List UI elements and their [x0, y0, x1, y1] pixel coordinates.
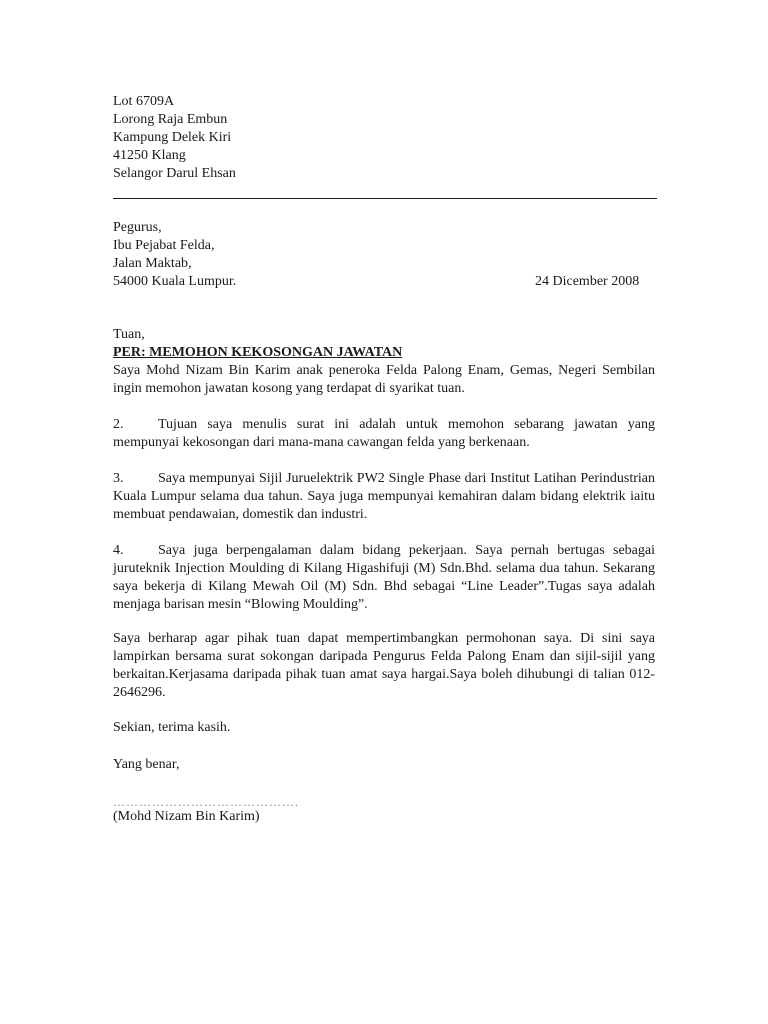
recipient-address-line: Ibu Pejabat Felda, — [113, 238, 215, 253]
signature-line: ……………………………………. — [113, 795, 299, 809]
recipient-address-line: Pegurus, — [113, 220, 162, 235]
paragraph-5 — [113, 630, 655, 702]
salutation: Tuan, — [113, 327, 145, 342]
paragraph-1 — [113, 362, 655, 398]
paragraph-text: Saya mempunyai Sijil Juruelektrik PW2 Single Phase dari Institut Latihan Perindustrian Kuala Lumpur selama dua tahun. Saya juga mempunyai kemahiran dalam bidang elektrik iaitu membuat pendawaian, domestik dan industri. — [113, 471, 655, 522]
signatory-name: (Mohd Nizam Bin Karim) — [113, 809, 260, 824]
sender-address-line: 41250 Klang — [113, 148, 186, 163]
sign-off: Yang benar, — [113, 757, 180, 772]
sender-address-line: Selangor Darul Ehsan — [113, 166, 236, 181]
paragraph-number: 4. — [113, 543, 124, 558]
paragraph-3 — [113, 470, 655, 524]
sender-address — [113, 93, 655, 183]
paragraph-text: Saya juga berpengalaman dalam bidang pekerjaan. Saya pernah bertugas sebagai juruteknik Injection Moulding di Kilang Higashifuji (M) Sdn.Bhd. selama dua tahun. Sekarang saya bekerja di Kilang Mewah Oil (M) Sdn. Bhd sebagai “Line Leader”.Tugas saya adalah menjaga barisan mesin “Blowing Moulding”. — [113, 543, 655, 612]
recipient-address-line: 54000 Kuala Lumpur. — [113, 274, 237, 289]
recipient-address-line: Jalan Maktab, — [113, 256, 192, 271]
paragraph-text: Saya berharap agar pihak tuan dapat mempertimbangkan permohonan saya. Di sini saya lampirkan bersama surat sokongan daripada Pengurus Felda Palong Enam dan sijil-sijil yang berkaitan.Kerjasama daripada pihak tuan amat saya hargai.Saya boleh dihubungi di talian 012-2646296. — [113, 631, 655, 700]
paragraph-number: 3. — [113, 471, 124, 486]
letter-subject: PER: MEMOHON KEKOSONGAN JAWATAN — [113, 345, 403, 360]
paragraph-4 — [113, 542, 655, 614]
closing: Sekian, terima kasih. — [113, 720, 231, 735]
paragraph-2 — [113, 416, 655, 452]
sender-address-line: Kampung Delek Kiri — [113, 130, 232, 145]
paragraph-text: Saya Mohd Nizam Bin Karim anak peneroka Felda Palong Enam, Gemas, Negeri Sembilan ingin memohon jawatan kosong yang terdapat di syarikat tuan. — [113, 363, 655, 396]
paragraph-number: 2. — [113, 417, 124, 432]
sender-address-line: Lot 6709A — [113, 94, 175, 109]
header-divider — [113, 198, 657, 199]
paragraph-text: Tujuan saya menulis surat ini adalah untuk memohon sebarang jawatan yang mempunyai kekosongan dari mana-mana cawangan felda yang berkenaan. — [113, 417, 655, 450]
sender-address-line: Lorong Raja Embun — [113, 112, 228, 127]
letter-date: 24 Dicember 2008 — [535, 274, 640, 289]
